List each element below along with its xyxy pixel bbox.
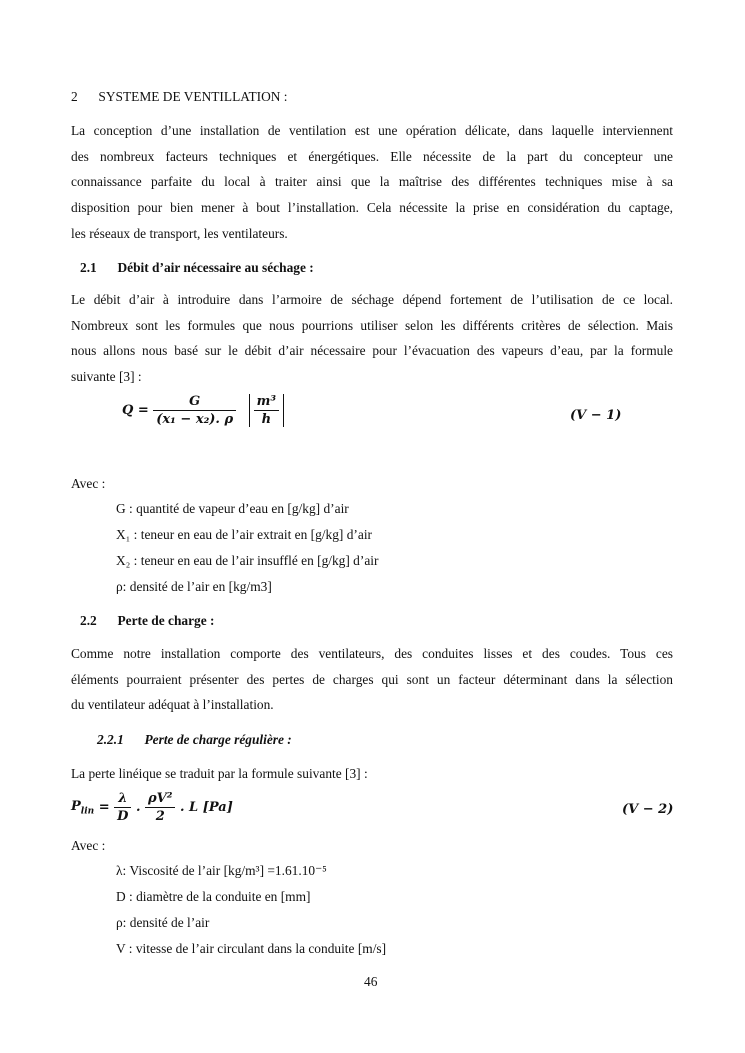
subsection-number: 2.2.1: [97, 732, 124, 747]
subsection-number: 2.1: [80, 260, 97, 275]
subsection-heading-2-1: [80, 260, 314, 276]
s221-intro: La perte linéique se traduit par la formule suivante [3] :: [71, 766, 368, 781]
section-title: SYSTEME DE VENTILLATION :: [98, 89, 288, 104]
definition-item: X₁ : teneur en eau de l’air extrait en [g/kg] d’air: [116, 527, 372, 542]
eq2-lhs: [71, 798, 95, 817]
intro-paragraph: [71, 118, 673, 246]
definition-item: D : diamètre de la conduite en [mm]: [116, 889, 311, 904]
paragraph-line: La conception d’une installation de ventilation est une opération délicate, dans laquelle interviennent: [71, 123, 673, 138]
paragraph-line: Comme notre installation comporte des ventilateurs, des conduites lisses et des coudes. Tous ces: [71, 646, 673, 661]
eq2-lhs-subscript: lin: [80, 806, 95, 817]
eq2-f2-num: ρV²: [145, 791, 175, 808]
paragraph-line: connaissance parfaite du local à traiter ainsi que la maîtrise des différentes techniques mise à sa: [71, 174, 673, 190]
subsection-title: Perte de charge :: [117, 613, 215, 628]
definition-item: λ: Viscosité de l’air [kg/m³] =1.61.10⁻⁵: [116, 863, 327, 878]
paragraph-line: disposition pour bien mener à bout l’installation. Cela nécessite la prise en considération du captage,: [71, 200, 673, 216]
eq1-unit-num: m³: [254, 394, 279, 411]
definition-item: X₂ : teneur en eau de l’air insufflé en [g/kg] d’air: [116, 553, 379, 568]
s21-paragraph: [71, 287, 673, 390]
eq1-unit-bracket: [249, 394, 284, 427]
paragraph-line: Nombreux sont les formules que nous pourrions utiliser selon les différents critères de sélection. Mais: [71, 317, 673, 333]
eq2-fraction-1: [114, 791, 131, 824]
definition-item: ρ: densité de l’air: [116, 915, 210, 930]
paragraph-line: les réseaux de transport, les ventilateurs.: [71, 225, 288, 241]
eq1-unit: [254, 394, 279, 427]
definitions-list-2: [116, 858, 386, 962]
eq1-lhs: Q =: [122, 403, 149, 418]
subsection-number: 2.2: [80, 613, 97, 628]
eq2-f2-den: 2: [155, 809, 165, 824]
paragraph-line: du ventilateur adéquat à l’installation.: [71, 697, 274, 713]
subsection-heading-2-2-1: [97, 732, 292, 748]
definition-item: ρ: densité de l’air en [kg/m3]: [116, 579, 272, 594]
equation-2: [71, 791, 233, 824]
subsection-title: Perte de charge régulière :: [144, 732, 292, 747]
definition-item: G : quantité de vapeur d’eau en [g/kg] d’air: [116, 501, 349, 516]
eq1-denominator: (x₁ − x₂). ρ: [156, 412, 234, 427]
equation-2-label: (V − 2): [622, 802, 674, 817]
definitions-list-1: [116, 496, 378, 600]
paragraph-line: suivante [3] :: [71, 369, 142, 385]
paragraph-line: nous allons nous basé sur le débit d’air nécessaire pour l’évacuation des vapeurs d’eau, par la formule: [71, 343, 673, 359]
eq2-lhs-symbol: P: [71, 798, 81, 814]
subsection-title: Débit d’air nécessaire au séchage :: [117, 260, 314, 275]
subsection-heading-2-2: [80, 613, 215, 629]
avec-label: Avec :: [71, 838, 106, 853]
paragraph-line: Le débit d’air à introduire dans l’armoire de séchage dépend fortement de l’utilisation de ce local.: [71, 292, 673, 307]
s22-paragraph: [71, 641, 673, 718]
paragraph-line: des nombreux facteurs techniques et énergétiques. Elle nécessite de la part du concepteur une: [71, 148, 673, 164]
definition-item: V : vitesse de l’air circulant dans la conduite [m/s]: [116, 941, 387, 956]
equation-1: [122, 394, 284, 427]
equation-1-label: (V − 1): [570, 408, 622, 423]
paragraph-line: éléments pourraient présenter des pertes de charges qui sont un facteur déterminant dans la sélection: [71, 671, 673, 687]
section-number: 2: [71, 89, 78, 104]
eq2-f1-num: λ: [114, 791, 131, 808]
avec-label: Avec :: [71, 476, 106, 491]
eq2-tail: . L [Pa]: [179, 800, 233, 815]
eq2-equals: =: [98, 800, 110, 815]
eq1-fraction: [153, 394, 236, 427]
page-number: 46: [364, 974, 378, 989]
eq1-unit-den: h: [261, 412, 272, 427]
eq2-fraction-2: [145, 791, 175, 824]
eq2-f1-den: D: [117, 809, 129, 824]
eq2-dot: .: [135, 800, 141, 815]
section-heading: [71, 89, 288, 105]
eq1-numerator: G: [153, 394, 236, 411]
